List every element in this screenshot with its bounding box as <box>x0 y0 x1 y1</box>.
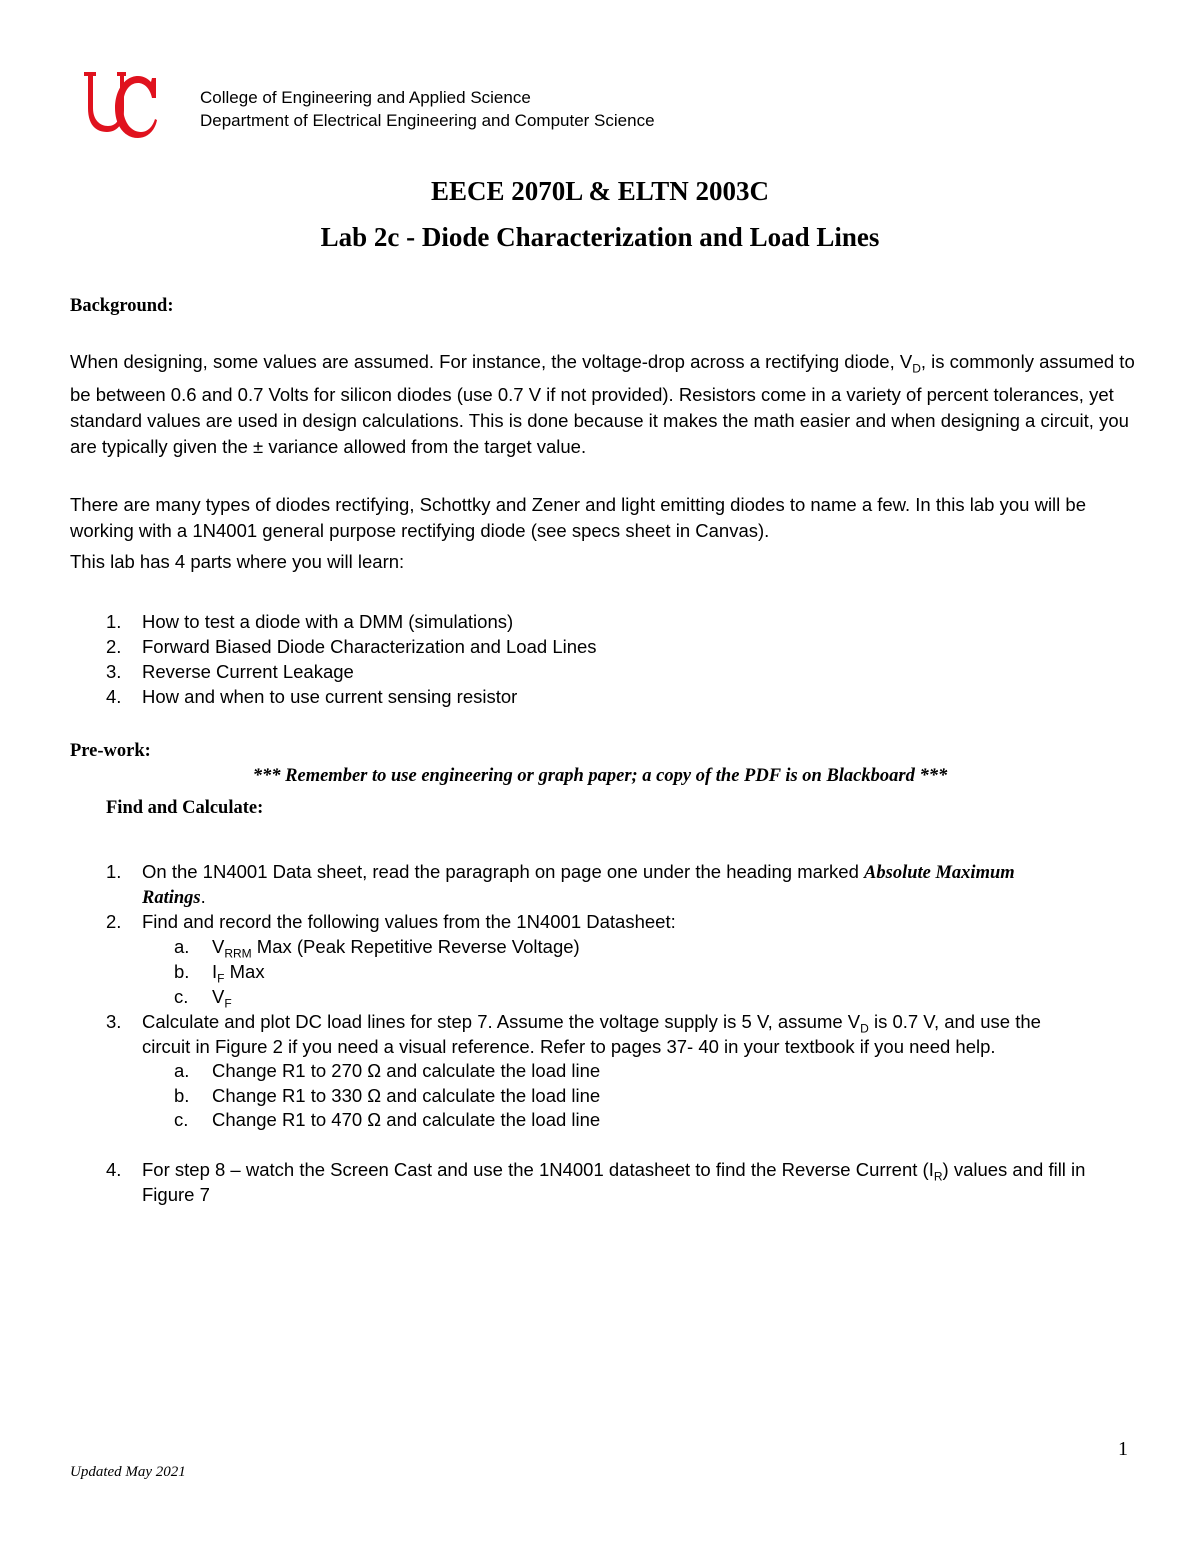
sub-letter: c. <box>174 986 189 1007</box>
background-paragraph-1 <box>70 349 1135 460</box>
page-number: 1 <box>1118 1438 1128 1460</box>
list-text: How and when to use current sensing resistor <box>142 686 518 707</box>
p1-text-a: When designing, some values are assumed. For instance, the voltage-drop across a rectifying diode, V <box>70 351 913 372</box>
uc-logo <box>80 68 160 140</box>
subscript: F <box>217 971 225 986</box>
list-number: 2. <box>106 636 122 657</box>
step-number: 3. <box>106 1011 122 1032</box>
list-text: Forward Biased Diode Characterization and Load Lines <box>142 636 597 657</box>
subscript: F <box>224 996 232 1011</box>
step-text: circuit in Figure 2 if you need a visual reference. Refer to pages 37- 40 in your textbook if you need help. <box>142 1036 996 1057</box>
sub-text: Change R1 to 270 Ω and calculate the load line <box>212 1060 601 1081</box>
p1-subscript: D <box>912 361 921 376</box>
updated-footer: Updated May 2021 <box>70 1464 186 1480</box>
subscript: D <box>860 1021 869 1036</box>
step1-text: On the 1N4001 Data sheet, read the paragraph on page one under the heading marked <box>142 861 865 882</box>
step4-text-b: ) values and fill in <box>942 1159 1086 1180</box>
symbol: V <box>212 986 225 1007</box>
list-text: Reverse Current Leakage <box>142 661 354 682</box>
sub-letter: a. <box>174 936 190 957</box>
lab-title: Lab 2c - Diode Characterization and Load Lines <box>320 222 880 252</box>
sub-letter: b. <box>174 1085 190 1106</box>
symbol: V <box>212 936 225 957</box>
sub-text: Change R1 to 470 Ω and calculate the load line <box>212 1109 601 1130</box>
find-calculate-heading: Find and Calculate: <box>106 798 264 818</box>
sub-rest: Max <box>224 961 265 982</box>
step3-text-b: is 0.7 V, and use the <box>868 1011 1041 1032</box>
p1-text-b: , is commonly assumed to be between 0.6 and 0.7 Volts for silicon diodes (use 0.7 V if not provided). Resistors come in a variety of percent tolerances, yet standard values are used in design calculations. This is done because it makes the math easier and when designing a circuit, you are typically given the ± variance allowed from the target value. <box>70 351 1135 457</box>
step-number: 4. <box>106 1159 122 1180</box>
list-number: 1. <box>106 611 122 632</box>
prework-heading: Pre-work: <box>70 741 151 761</box>
step1-emphasis-2: Ratings <box>142 888 201 908</box>
college-name: College of Engineering and Applied Science <box>200 88 531 107</box>
sub-text <box>212 934 580 967</box>
background-paragraph-3: This lab has 4 parts where you will learn: <box>70 551 405 572</box>
step4-text-a: For step 8 – watch the Screen Cast and use the 1N4001 datasheet to find the Reverse Current (I <box>142 1159 934 1180</box>
list-number: 4. <box>106 686 122 707</box>
step3-text-a: Calculate and plot DC load lines for step 7. Assume the voltage supply is 5 V, assume V <box>142 1011 861 1032</box>
department-name: Department of Electrical Engineering and Computer Science <box>200 111 655 130</box>
sub-rest: Max (Peak Repetitive Reverse Voltage) <box>251 936 580 957</box>
step1-emphasis: Absolute Maximum <box>864 863 1015 883</box>
step-text <box>142 884 206 911</box>
sub-letter: b. <box>174 961 190 982</box>
step1-end: . <box>200 886 206 907</box>
sub-letter: a. <box>174 1060 190 1081</box>
symbol: I <box>212 961 218 982</box>
background-paragraph-2: There are many types of diodes rectifying, Schottky and Zener and light emitting diodes to name a few. In this lab you will be working with a 1N4001 general purpose rectifying diode (see specs sheet in Canvas). <box>70 494 1086 541</box>
course-title: EECE 2070L & ELTN 2003C <box>430 176 770 206</box>
step-text <box>142 859 1015 886</box>
step-text <box>142 1157 1085 1190</box>
subscript: RRM <box>224 946 252 961</box>
list-number: 3. <box>106 661 122 682</box>
list-text: How to test a diode with a DMM (simulations) <box>142 611 514 632</box>
step-text: Figure 7 <box>142 1184 210 1205</box>
header-block <box>200 86 655 132</box>
prework-note: *** Remember to use engineering or graph paper; a copy of the PDF is on Blackboard *** <box>252 766 948 786</box>
step-number: 1. <box>106 861 122 882</box>
subscript: R <box>933 1169 943 1184</box>
sub-letter: c. <box>174 1109 189 1130</box>
logo-text: UC <box>120 68 122 69</box>
step-number: 2. <box>106 911 122 932</box>
step-text: Find and record the following values from the 1N4001 Datasheet: <box>142 911 676 932</box>
uc-logo-mark <box>80 68 160 140</box>
sub-text: Change R1 to 330 Ω and calculate the load line <box>212 1085 601 1106</box>
background-heading: Background: <box>70 296 174 316</box>
